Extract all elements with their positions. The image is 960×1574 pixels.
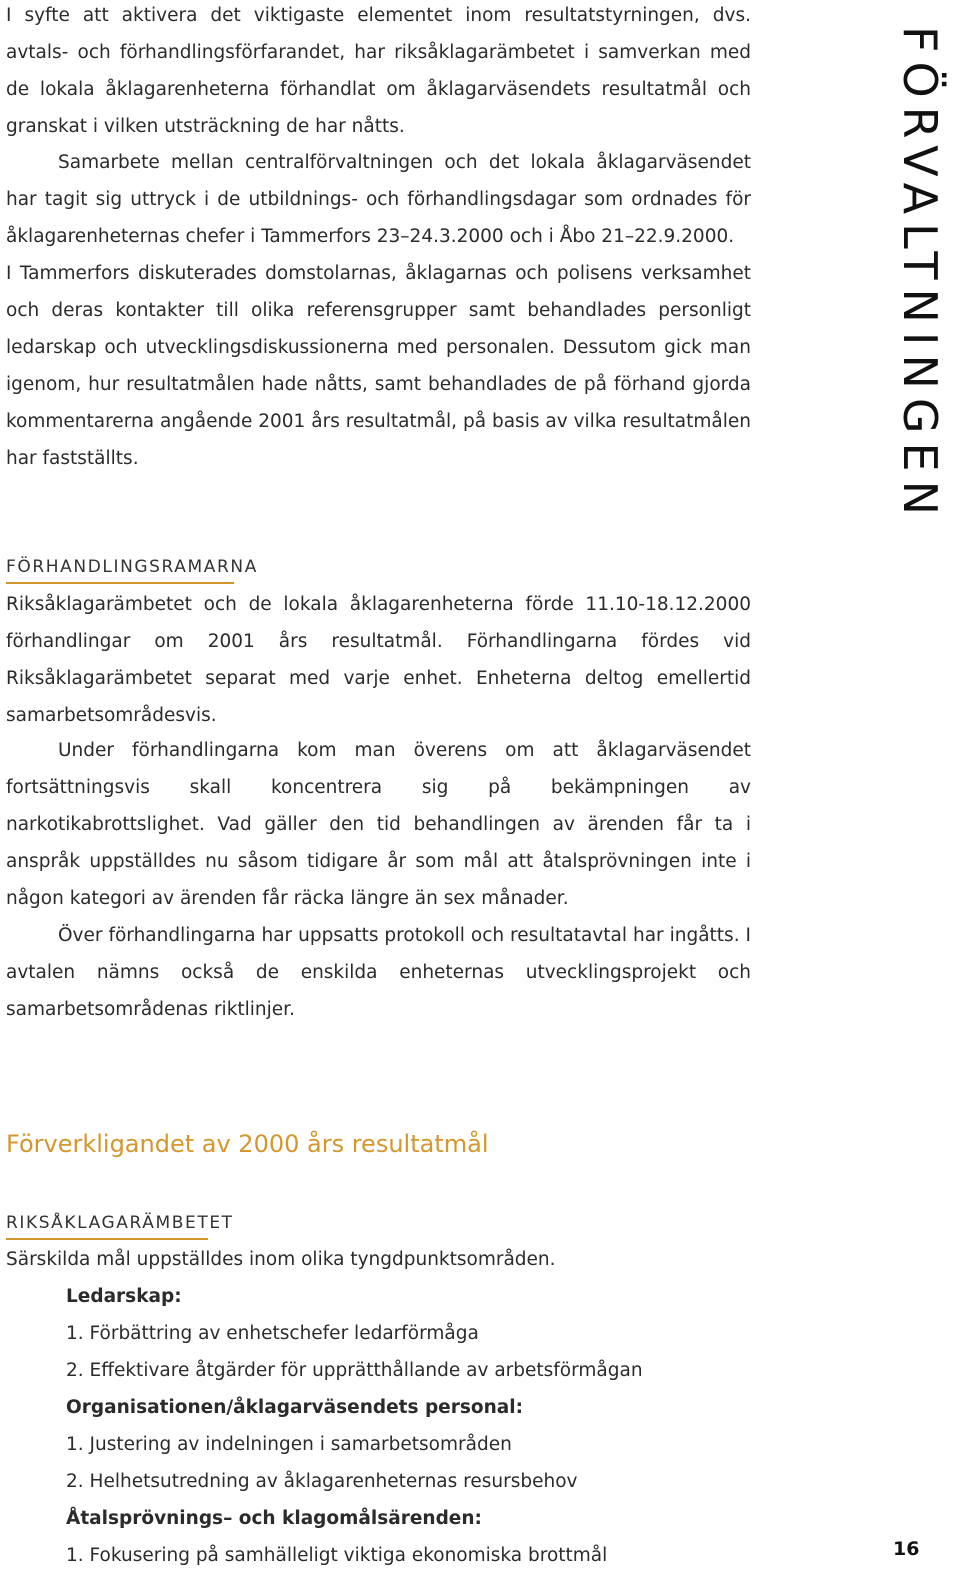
paragraph-negotiations: Riksåklagarämbetet och de lokala åklagarenheterna förde 11.10-18.12.2000 förhandlingar om 2001 års resultatmål. Förhandlingarna fördes vid Riksåklagarämbetet separat med varje enhet. Enheterna deltog emellertid samarbetsområdesvis.	[6, 594, 751, 726]
paragraph-tammerfors: I Tammerfors diskuterades domstolarnas, åklagarnas och polisens verksamhet och deras kontakter till olika referensgrupper samt behandlades personligt ledarskap och utvecklingsdiskussionerna med personalen. Dessutom gick man igenom, hur resultatmålen hade nåtts, samt behandlades de på förhand gjorda kommentarerna angående 2001 års resultatmål, på basis av vilka resultatmålen har fastställts.	[6, 263, 751, 469]
goal-item: 2. Helhetsutredning av åklagarenheternas resursbehov	[66, 1471, 578, 1492]
goal-item: 1. Förbättring av enhetschefer ledarförmåga	[66, 1323, 479, 1344]
goal-group-label: Åtalsprövnings– och klagomålsärenden:	[66, 1508, 482, 1529]
page-number: 16	[893, 1538, 920, 1560]
section-heading-riksaklagarambetet	[6, 1212, 234, 1233]
side-title-text: FÖRVALTNINGEN	[893, 25, 948, 524]
goal-item: 1. Justering av indelningen i samarbetsområden	[66, 1434, 512, 1455]
goals-list	[66, 1278, 746, 1574]
section-title-results: Förverkligandet av 2000 års resultatmål	[6, 1130, 489, 1158]
goal-item: 1. Fokusering på samhälleligt viktiga ekonomiska brottmål	[66, 1545, 608, 1566]
goal-group-label: Ledarskap:	[66, 1286, 182, 1307]
section-heading-forhandlingsramarna	[6, 556, 258, 577]
paragraph-intro: I syfte att aktivera det viktigaste elementet inom resultatstyrningen, dvs. avtals- och förhandlingsförfarandet, har riksåklagarämbetet i samverkan med de lokala åklagarenheterna förhandlat om åklagarväsendets resultatmål och granskat i vilken utsträckning de har nåtts.	[6, 5, 751, 137]
heading-rule	[6, 1238, 208, 1240]
subheading-text: RIKSÅKLAGARÄMBETET	[6, 1213, 234, 1233]
paragraph-cooperation: Samarbete mellan centralförvaltningen och det lokala åklagarväsendet har tagit sig uttryck i de utbildnings- och förhandlingsdagar som ordnades för åklagarenheternas chefer i Tammerfors 23–24.3.2000 och i Åbo 21–22.9.2000.	[6, 152, 751, 247]
side-title	[890, 2, 950, 547]
paragraph-agreement: Under förhandlingarna kom man överens om att åklagarväsendet fortsättningsvis skall koncentrera sig på bekämpningen av narkotikabrottslighet. Vad gäller den tid behandlingen av ärenden får ta i anspråk uppställdes nu såsom tidigare år som mål att åtalsprövningen inte i någon kategori av ärenden får räcka längre än sex månader.	[6, 740, 751, 909]
goal-item: 2. Effektivare åtgärder för upprätthållande av arbetsförmågan	[66, 1360, 643, 1381]
paragraph-goals-intro: Särskilda mål uppställdes inom olika tyngdpunktsområden.	[6, 1249, 556, 1270]
paragraph-protocol: Över förhandlingarna har uppsatts protokoll och resultatavtal har ingåtts. I avtalen nämns också de enskilda enheternas utvecklingsprojekt och samarbetsområdenas riktlinjer.	[6, 925, 751, 1020]
goal-group-label: Organisationen/åklagarväsendets personal:	[66, 1397, 523, 1418]
heading-rule	[6, 582, 234, 584]
section-heading-text: FÖRHANDLINGSRAMARNA	[6, 557, 258, 577]
